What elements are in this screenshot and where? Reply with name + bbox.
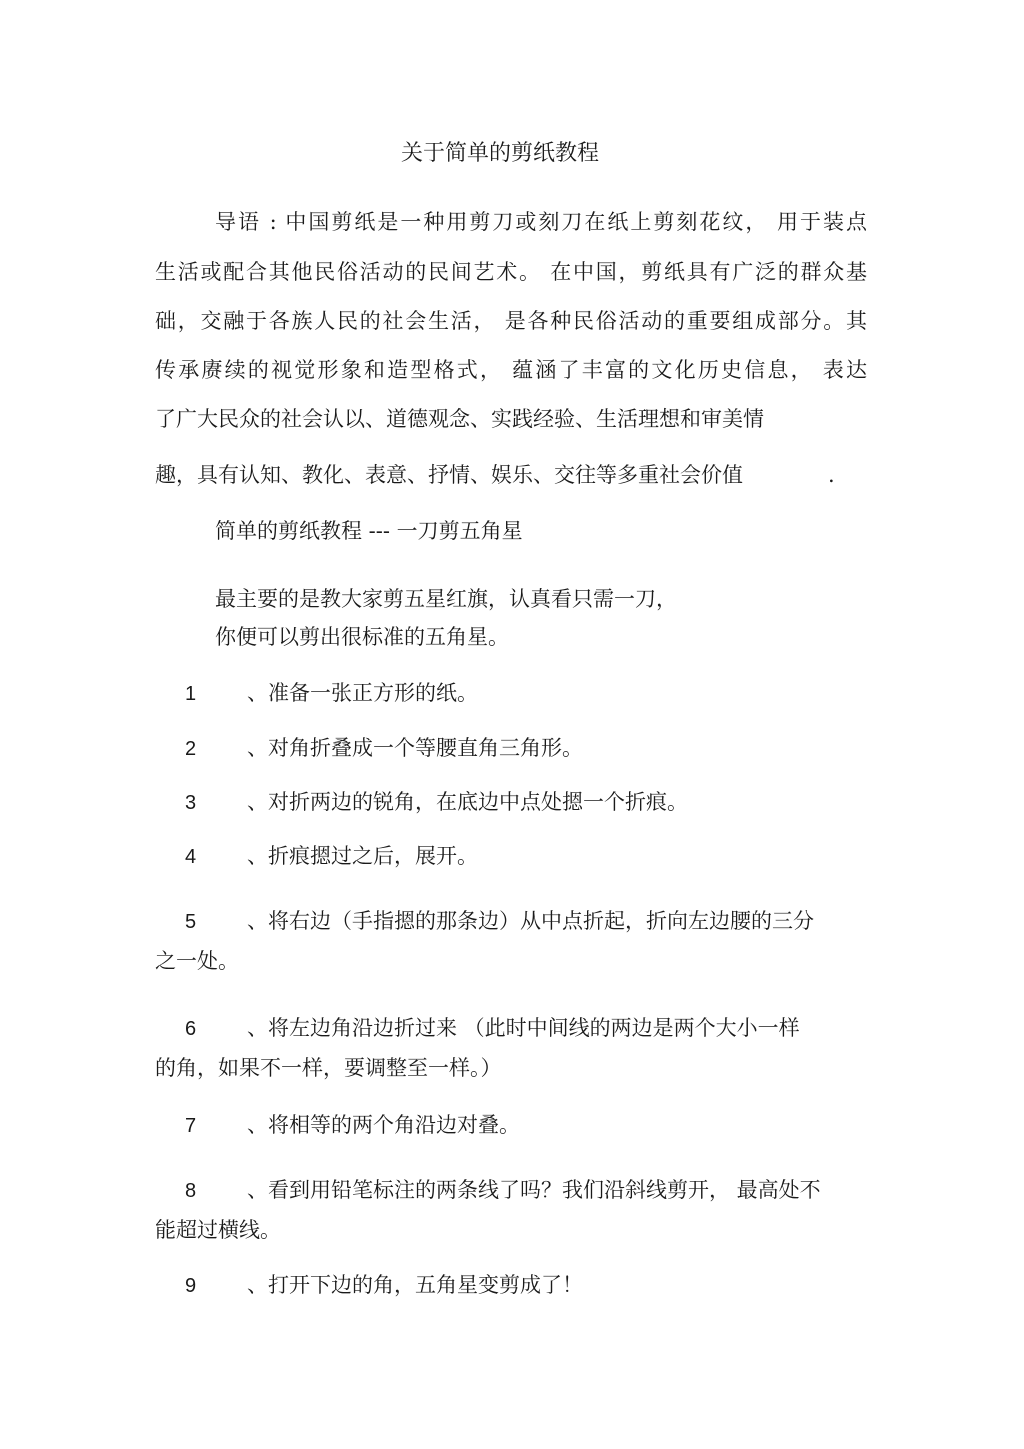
- summary-line-1: 最主要的是教大家剪五星红旗，认真看只需一刀，: [215, 587, 677, 611]
- step-text: 、打开下边的角，五角星变剪成了！: [247, 1273, 583, 1297]
- step-7: [185, 1110, 520, 1141]
- intro-line-3: 础，交融于各族人民的社会生活， 是各种民俗活动的重要组成部分。其: [155, 309, 867, 333]
- step-4: [185, 841, 478, 872]
- step-text: 、将右边（手指摁的那条边）从中点折起，折向左边腰的三分: [247, 909, 814, 933]
- step-number: 3: [185, 792, 197, 814]
- step-text: 、折痕摁过之后，展开。: [247, 844, 478, 868]
- step-8-continued: 能超过横线。: [155, 1218, 281, 1242]
- step-text: 、将相等的两个角沿边对叠。: [247, 1113, 520, 1137]
- step-5-continued: 之一处。: [155, 949, 239, 973]
- summary-line-2: 你便可以剪出很标准的五角星。: [215, 625, 509, 649]
- step-number: 7: [185, 1115, 197, 1137]
- intro-line-4: 传承赓续的视觉形象和造型格式， 蕴涵了丰富的文化历史信息， 表达: [155, 358, 867, 382]
- document-title: 关于简单的剪纸教程: [400, 141, 599, 166]
- step-3: [185, 787, 688, 818]
- step-6-continued: 的角，如果不一样，要调整至一样。）: [155, 1056, 502, 1080]
- step-number: 1: [185, 683, 197, 705]
- intro-line-5: 了广大民众的社会认以、道德观念、实践经验、生活理想和审美情: [155, 407, 764, 431]
- intro-line-6: 趣，具有认知、教化、表意、抒情、娱乐、交往等多重社会价值: [155, 463, 743, 487]
- step-text: 、对角折叠成一个等腰直角三角形。: [247, 736, 583, 760]
- step-number: 4: [185, 846, 197, 868]
- step-5: [185, 906, 814, 937]
- step-number: 6: [185, 1018, 197, 1040]
- step-2: [185, 733, 583, 764]
- step-text: 、看到用铅笔标注的两条线了吗？我们沿斜线剪开， 最高处不: [247, 1178, 821, 1202]
- step-text: 、准备一张正方形的纸。: [247, 681, 478, 705]
- intro-line-2: 生活或配合其他民俗活动的民间艺术。 在中国，剪纸具有广泛的群众基: [155, 260, 867, 284]
- step-1: [185, 678, 478, 709]
- step-number: 5: [185, 911, 197, 933]
- step-number: 8: [185, 1180, 197, 1202]
- step-8: [185, 1175, 821, 1206]
- intro-period: .: [828, 463, 835, 487]
- step-9: [185, 1270, 583, 1301]
- intro-line-1: 导语 : 中国剪纸是一种用剪刀或刻刀在纸上剪刻花纹， 用于装点: [215, 210, 867, 234]
- step-text: 、对折两边的锐角，在底边中点处摁一个折痕。: [247, 790, 688, 814]
- step-6: [185, 1013, 800, 1044]
- step-text: 、将左边角沿边折过来 （此时中间线的两边是两个大小一样: [247, 1016, 800, 1040]
- step-number: 9: [185, 1275, 197, 1297]
- step-number: 2: [185, 738, 197, 760]
- subtitle: 简单的剪纸教程 --- 一刀剪五角星: [215, 519, 523, 543]
